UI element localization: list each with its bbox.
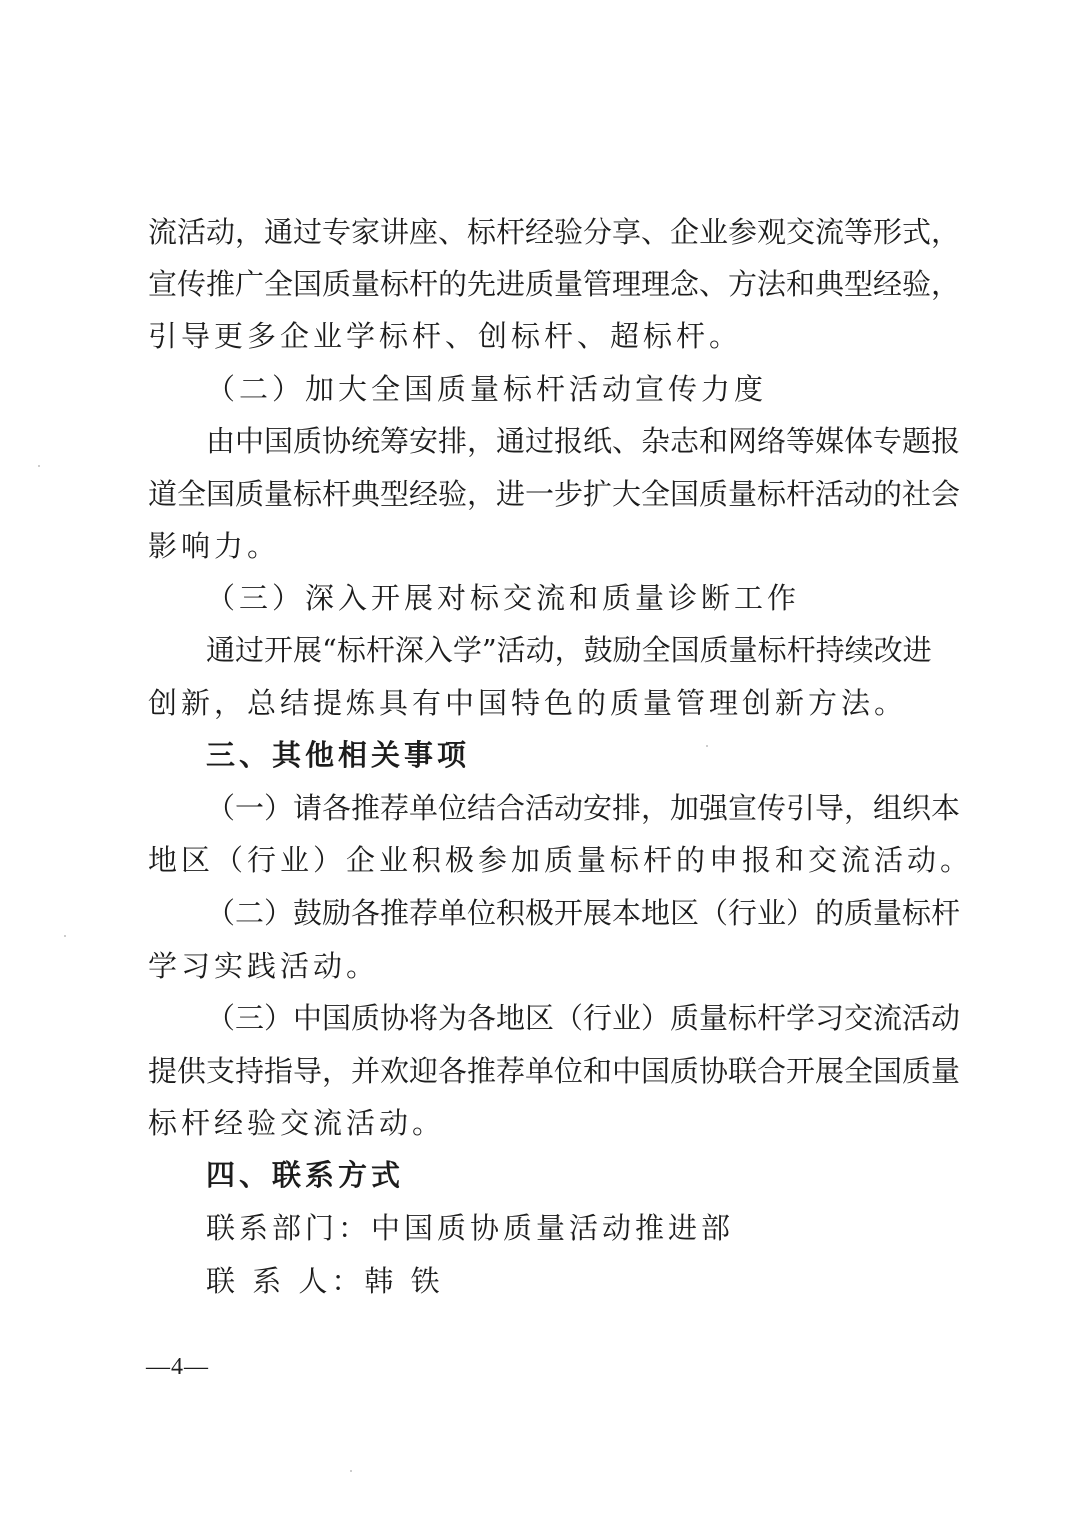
body-text-line: 道全国质量标杆典型经验，进一步扩大全国质量标杆活动的社会 [148,477,961,511]
subsection-heading: （三）深入开展对标交流和质量诊断工作 [206,581,801,615]
body-text-line: 引导更多企业学标杆、创标杆、超标杆。 [148,319,743,353]
body-text-line: 标杆经验交流活动。 [148,1106,446,1140]
body-text-line: 流活动，通过专家讲座、标杆经验分享、企业参观交流等形式， [148,215,961,249]
body-text-line: （一）请各推荐单位结合活动安排，加强宣传引导，组织本 [206,791,961,825]
body-text-line: 学习实践活动。 [148,949,380,983]
scan-speck [350,1470,352,1472]
subsection-heading: （二）加大全国质量标杆活动宣传力度 [206,372,768,406]
page-number: —4— [146,1354,209,1380]
contact-person: 联 系 人：韩 铁 [206,1264,444,1298]
section-heading: 三、其他相关事项 [206,738,471,772]
body-text-line: 由中国质协统筹安排，通过报纸、杂志和网络等媒体专题报 [206,424,961,458]
body-text-line: 宣传推广全国质量标杆的先进质量管理理念、方法和典型经验， [148,267,961,301]
contact-department: 联系部门：中国质协质量活动推进部 [206,1211,735,1245]
scan-speck [64,935,66,937]
scan-speck [38,465,40,467]
body-text-line: 地区（行业）企业积极参加质量标杆的申报和交流活动。 [148,843,974,877]
body-text-line: （二）鼓励各推荐单位积极开展本地区（行业）的质量标杆 [206,896,961,930]
body-text-line: 通过开展“标杆深入学”活动，鼓励全国质量标杆持续改进 [206,633,932,667]
body-text-line: 创新，总结提炼具有中国特色的质量管理创新方法。 [148,686,908,720]
body-text-line: 影响力。 [148,529,281,563]
body-text-line: （三）中国质协将为各地区（行业）质量标杆学习交流活动 [206,1001,961,1035]
section-heading: 四、联系方式 [206,1158,405,1192]
scan-speck [706,745,708,747]
body-text-line: 提供支持指导，并欢迎各推荐单位和中国质协联合开展全国质量 [148,1054,961,1088]
